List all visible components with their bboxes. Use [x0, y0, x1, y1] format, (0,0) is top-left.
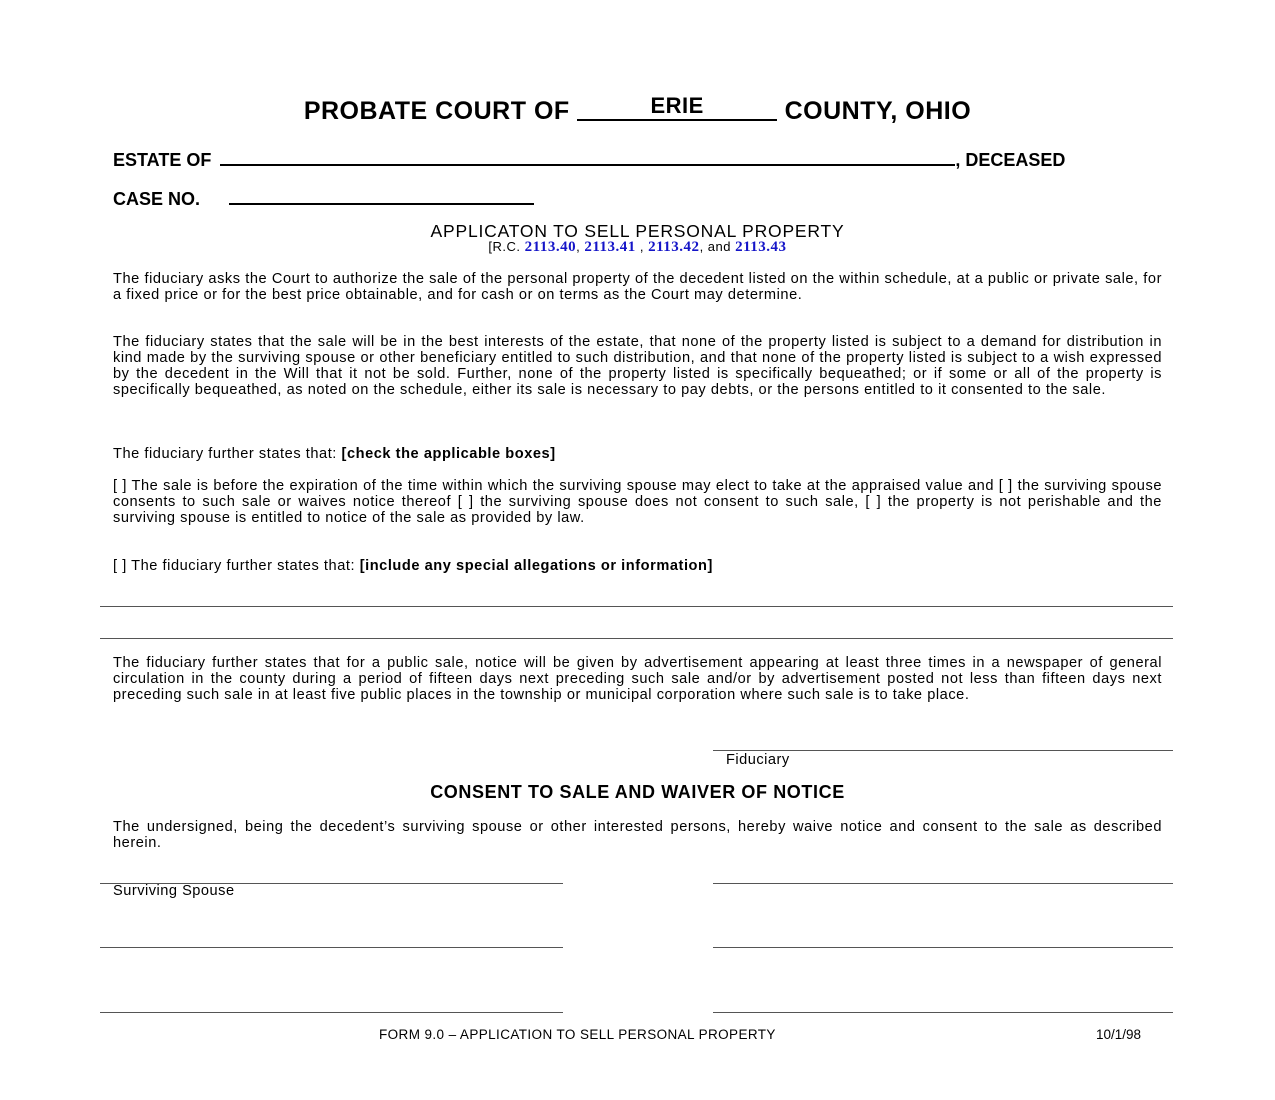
- footer-form-name: FORM 9.0 – APPLICATION TO SELL PERSONAL PROPERTY: [379, 1027, 776, 1042]
- surviving-spouse-label: Surviving Spouse: [113, 883, 235, 899]
- paragraph-special-allegations: [113, 558, 1162, 574]
- statute-refs: [R.C. 2113.40, 2113.41 , 2113.42, and 2113.43: [488, 239, 787, 255]
- statute-link[interactable]: 2113.42: [648, 239, 700, 255]
- court-title: [0, 93, 1275, 126]
- consent-title: CONSENT TO SALE AND WAIVER OF NOTICE: [430, 782, 845, 802]
- statute-prefix: [R.C.: [488, 239, 521, 254]
- statute-link[interactable]: 2113.43: [735, 239, 787, 255]
- county-field[interactable]: [577, 93, 777, 121]
- case-line: [113, 185, 534, 210]
- paragraph-further-states: [113, 446, 1162, 462]
- statute-and: and: [707, 239, 731, 254]
- paragraph-checkboxes: [113, 478, 1162, 526]
- signature-line[interactable]: [713, 947, 1173, 948]
- footer-date: 10/1/98: [1096, 1027, 1142, 1042]
- instruction: [check the applicable boxes]: [341, 446, 556, 462]
- paragraph-public-notice: The fiduciary further states that for a public sale, notice will be given by advertisement appearing at least three times in a newspaper of general circulation in the county during a period of fifteen days next preceding such sale and/or by advertisement posted not less than fifteen days next preceding such sale in at least five public places in the township or municipal corporation where such sale is to take place.: [113, 655, 1162, 703]
- checkbox-option-not-perishable[interactable]: [ ] the property is not perishable and the surviving spouse is entitled to notice of the sale as provided by law.: [113, 494, 1162, 526]
- allegations-line-1[interactable]: [100, 606, 1173, 607]
- signature-line[interactable]: [713, 883, 1173, 884]
- fiduciary-label: Fiduciary: [726, 752, 790, 768]
- statute-link[interactable]: 2113.40: [524, 239, 577, 255]
- case-label: CASE NO.: [113, 189, 201, 209]
- signature-line[interactable]: [100, 1012, 563, 1013]
- paragraph-authorize: The fiduciary asks the Court to authorize the sale of the personal property of the decedent listed on the within schedule, at a public or private sale, for a fixed price or for the best price obtainable, and for cash or on terms as the Court may determine.: [113, 271, 1162, 303]
- allegations-line-2[interactable]: [100, 638, 1173, 639]
- signature-line[interactable]: [100, 947, 563, 948]
- signature-line[interactable]: [713, 1012, 1173, 1013]
- estate-label: ESTATE OF: [113, 150, 212, 170]
- deceased-label: , DECEASED: [955, 150, 1066, 170]
- instruction: [include any special allegations or information]: [359, 558, 713, 574]
- paragraph-best-interests: The fiduciary states that the sale will be in the best interests of the estate, that none of the property listed is subject to a demand for distribution in kind made by the surviving spouse or other beneficiary entitled to such distribution, and that none of the property listed is subject to a wish expressed by the decedent in the Will that it not be sold. Further, none of the property listed is specifically bequeathed; or if some or all of the property is specifically bequeathed, as noted on the schedule, either its sale is necessary to pay debts, or the persons entitled to it consented to the sale.: [113, 334, 1162, 398]
- county-value: ERIE: [650, 93, 704, 118]
- court-prefix: PROBATE COURT OF: [303, 97, 570, 125]
- estate-line: [113, 146, 1065, 171]
- checkbox-option-spouse-consents[interactable]: [ ] the surviving spouse consents to such sale or waives notice thereof: [113, 478, 1162, 510]
- estate-name-field[interactable]: [220, 146, 955, 166]
- court-suffix: COUNTY, OHIO: [784, 97, 972, 125]
- consent-text: The undersigned, being the decedent’s surviving spouse or other interested persons, hereby waive notice and consent to the sale as described herein.: [113, 819, 1162, 851]
- case-number-field[interactable]: [229, 185, 534, 205]
- text: The fiduciary further states that:: [113, 446, 337, 462]
- checkbox-option-special[interactable]: [ ] The fiduciary further states that:: [113, 558, 356, 574]
- checkbox-option-before-expiration[interactable]: [ ] The sale is before the expiration of the time within which the surviving spouse may elect to take at the appraised value and: [113, 478, 994, 494]
- fiduciary-signature-line[interactable]: [713, 750, 1173, 751]
- checkbox-option-spouse-not-consent[interactable]: [ ] the surviving spouse does not consent to such sale,: [457, 494, 859, 510]
- form-title: APPLICATON TO SELL PERSONAL PROPERTY: [430, 221, 845, 241]
- statute-link[interactable]: 2113.41: [584, 239, 636, 255]
